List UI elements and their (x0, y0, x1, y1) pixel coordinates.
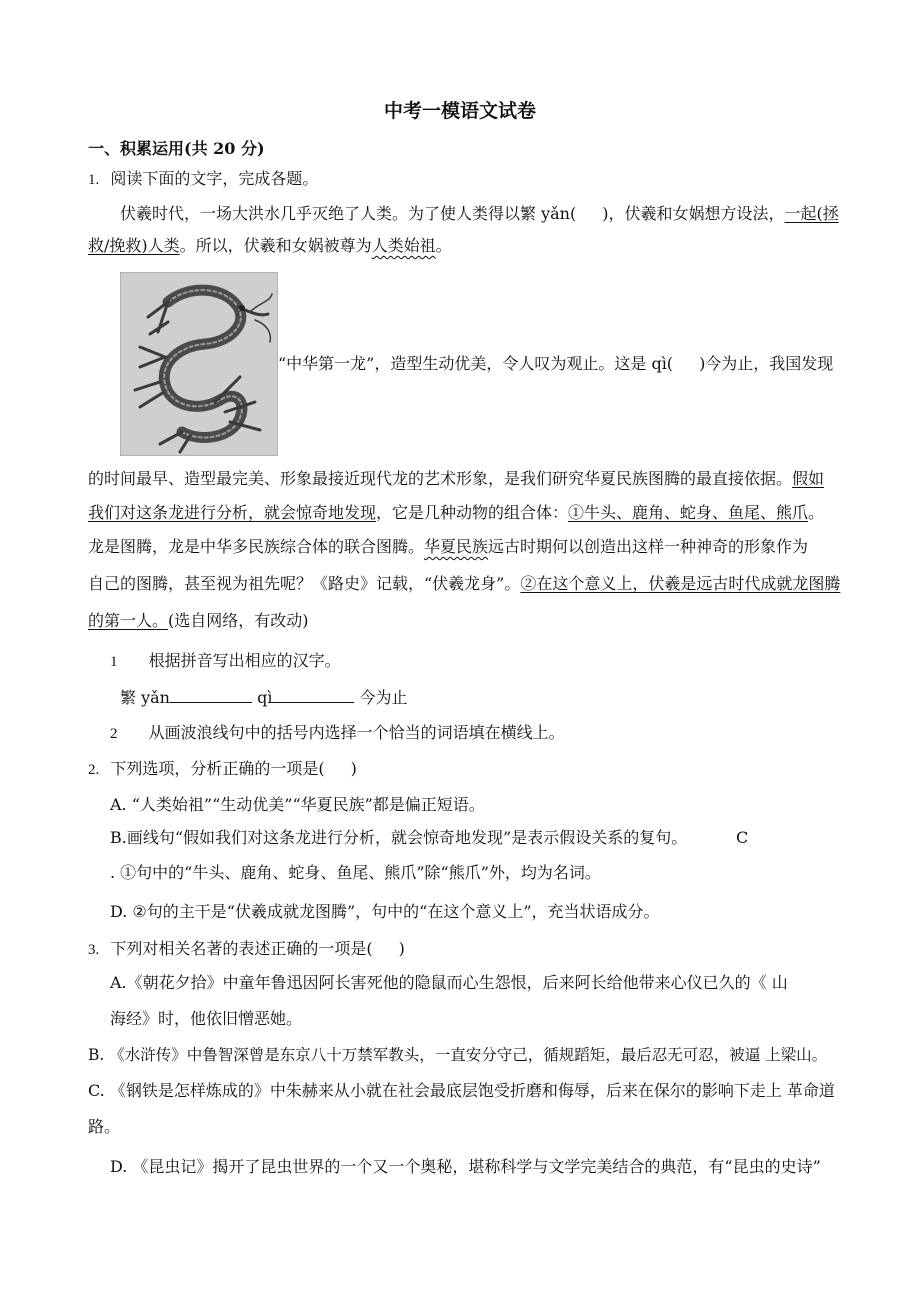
q3-option-c-line1: C. 《钢铁是怎样炼成的》中朱赫来从小就在社会最底层饱受折磨和侮辱，后来在保尔的影响下走上 革命道 (88, 1081, 835, 1100)
underlined-sentence: 的第一人。 (88, 611, 169, 630)
sub-question-2 (110, 722, 565, 745)
passage-line-3 (88, 468, 824, 490)
q3-option-d: D. 《昆虫记》揭开了昆虫世界的一个又一个奥秘，堪称科学与文学完美结合的典范，有“昆虫的史诗” (110, 1157, 821, 1176)
q3-option-a-line1: A.《朝花夕拾》中童年鲁迅因阿长害死他的隐鼠而心生怨恨，后来阿长给他带来心仪已久的《 山 (110, 973, 788, 992)
passage-line-2 (88, 235, 452, 257)
fill-label: 繁 yǎn (120, 688, 170, 707)
passage-line-6 (88, 573, 840, 595)
underlined-sentence: ①牛头、鹿角、蛇身、鱼尾、熊爪 (568, 503, 809, 522)
option-letter: C (736, 828, 749, 847)
q3-option-c-line2: 路。 (88, 1117, 121, 1136)
passage-text: )，伏羲和女娲想方设法， (602, 204, 785, 223)
fill-in-line (120, 686, 408, 709)
question-text: 下列选项，分析正确的一项是( (110, 759, 325, 778)
passage-line-7 (88, 610, 309, 632)
wavy-text: 人类始祖 (371, 236, 436, 255)
passage-text: 远古时期何以创造出这样一种神奇的形象作为 (488, 537, 809, 556)
passage-text: ，它是几种动物的组合体： (376, 503, 569, 522)
question-1-intro (88, 168, 318, 191)
sub-question-number: 1 (110, 654, 118, 670)
q3-option-b: B. 《水浒传》中鲁智深曾是东京八十万禁军教头，一直安分守己，循规蹈矩，最后忍无可忍，被逼 上梁山。 (88, 1046, 828, 1064)
question-text: 阅读下面的文字，完成各题。 (110, 169, 319, 188)
passage-source: (选自网络，有改动) (168, 611, 309, 630)
option-underline: 一起(拯 (784, 204, 839, 223)
passage-line-5 (88, 536, 808, 558)
dragon-caption-line (278, 353, 833, 375)
underlined-sentence: ②在这个意义上，伏羲是远古时代成就龙图腾 (520, 574, 841, 593)
answer-blank-2[interactable] (272, 686, 354, 703)
passage-text: 龙是图腾，龙是中华多民族综合体的联合图腾。 (88, 537, 425, 556)
passage-text: 伏羲时代，一场大洪水几乎灭绝了人类。为了使人类得以繁 yǎn( (120, 204, 577, 223)
question-text: 下列对相关名著的表述正确的一项是( (110, 939, 373, 958)
q2-option-a: A. “人类始祖”“生动优美”“华夏民族”都是偏正短语。 (110, 795, 485, 814)
q3-option-a-line2: 海经》时，他依旧憎恶她。 (110, 1009, 303, 1028)
q2-option-b (110, 827, 749, 849)
fill-label: 今为止 (359, 688, 408, 707)
q2-option-c: . ①句中的“牛头、鹿角、蛇身、鱼尾、熊爪”除“熊爪”外，均为名词。 (110, 863, 601, 882)
sub-question-number: 2 (110, 726, 118, 742)
question-number: 2. (88, 762, 100, 778)
dragon-image (120, 272, 278, 456)
question-2-stem (88, 758, 357, 781)
q2-option-d: D. ②句的主干是“伏羲成就龙图腾”，句中的“在这个意义上”，充当状语成分。 (110, 902, 660, 921)
question-number: 3. (88, 942, 100, 958)
passage-text: 。 (808, 503, 825, 522)
question-text: ) (398, 939, 405, 958)
underlined-sentence: 我们对这条龙进行分析，就会惊奇地发现 (88, 503, 377, 522)
passage-text: 自己的图腾，甚至视为祖先呢？《路史》记载，“伏羲龙身”。 (88, 574, 521, 593)
passage-text: 的时间最早、造型最完美、形象最接近现代龙的艺术形象，是我们研究华夏民族图腾的最直接依据。 (88, 469, 793, 488)
passage-text: 。 (435, 236, 452, 255)
sub-question-text: 根据拼音写出相应的汉字。 (148, 651, 341, 670)
passage-text: )今为止，我国发现 (699, 354, 834, 373)
option-text: B.画线句“假如我们对这条龙进行分析，就会惊奇地发现”是表示假设关系的复句。 (110, 828, 688, 847)
option-underline: 救/挽救)人类 (88, 236, 180, 255)
wavy-text: 华夏民族 (424, 537, 489, 556)
question-3-stem (88, 938, 405, 961)
page-title: 中考一模语文试卷 (383, 100, 536, 122)
answer-blank-1[interactable] (170, 686, 252, 703)
section-heading: 一、积累运用(共 20 分) (88, 139, 265, 158)
passage-line-4 (88, 502, 824, 524)
question-number: 1. (88, 172, 100, 188)
question-text: ) (350, 759, 357, 778)
underlined-sentence: 假如 (792, 469, 825, 488)
sub-question-text: 从画波浪线句中的括号内选择一个恰当的词语填在横线上。 (148, 723, 565, 742)
passage-line-1 (120, 203, 839, 225)
fill-label: qì (257, 688, 273, 707)
sub-question-1 (110, 650, 341, 673)
passage-text: “中华第一龙”，造型生动优美，令人叹为观止。这是 qì( (278, 354, 674, 373)
passage-text: 。所以，伏羲和女娲被尊为 (179, 236, 372, 255)
